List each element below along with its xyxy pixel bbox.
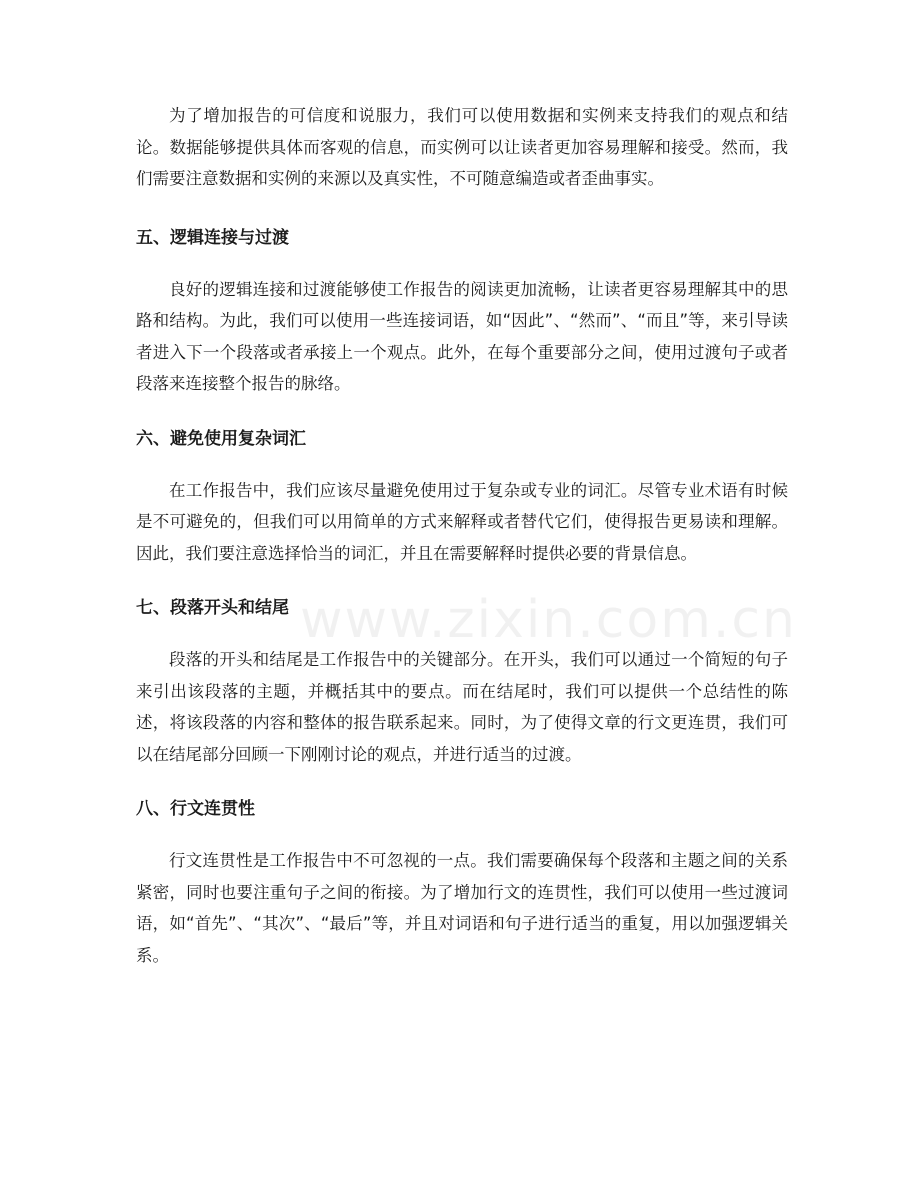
section-heading-6: 六、避免使用复杂词汇 (136, 428, 306, 449)
paragraph-opening-closing: 段落的开头和结尾是工作报告中的关键部分。在开头，我们可以通过一个简短的句子来引出该段落的主题，并概括其中的要点。而在结尾时，我们可以提供一个总结性的陈述，将该段落的内容和整体的报告联系起来。同时，为了使得文章的行文更连贯，我们可以在结尾部分回顾一下刚刚讨论的观点，并进行适当的过渡。 (136, 650, 788, 764)
section-heading-8: 八、行文连贯性 (136, 799, 255, 819)
paragraph-evidence: 为了增加报告的可信度和说服力，我们可以使用数据和实例来支持我们的观点和结论。数据能够提供具体而客观的信息，而实例可以让读者更加容易理解和接受。然而，我们需要注意数据和实例的来源以及真实性，不可随意编造或者歪曲事实。 (136, 106, 788, 188)
paragraph-avoid-complex-words: 在工作报告中，我们应该尽量避免使用过于复杂或专业的词汇。尽管专业术语有时候是不可避免的，但我们可以用简单的方式来解释或者替代它们，使得报告更易读和理解。因此，我们要注意选择恰当的词汇，并且在需要解释时提供必要的背景信息。 (136, 480, 788, 563)
paragraph-logic-transition: 良好的逻辑连接和过渡能够使工作报告的阅读更加流畅，让读者更容易理解其中的思路和结构。为此，我们可以使用一些连接词语，如“因此”、“然而”、“而且”等，来引导读者进入下一个段落或者承接上一个观点。此外，在每个重要部分之间，使用过渡句子或者段落来连接整个报告的脉络。 (136, 279, 788, 393)
document-body (136, 100, 788, 971)
paragraph-coherence: 行文连贯性是工作报告中不可忽视的一点。我们需要确保每个段落和主题之间的关系紧密，同时也要注重句子之间的衔接。为了增加行文的连贯性，我们可以使用一些过渡词语，如“首先”、“其次”、“最后”等，并且对词语和句子进行适当的重复，用以加强逻辑关系。 (136, 851, 788, 965)
section-heading-7: 七、段落开头和结尾 (136, 598, 289, 618)
section-heading-5: 五、逻辑连接与过渡 (136, 227, 289, 248)
watermark: www.zixin.com.cn (300, 590, 797, 650)
